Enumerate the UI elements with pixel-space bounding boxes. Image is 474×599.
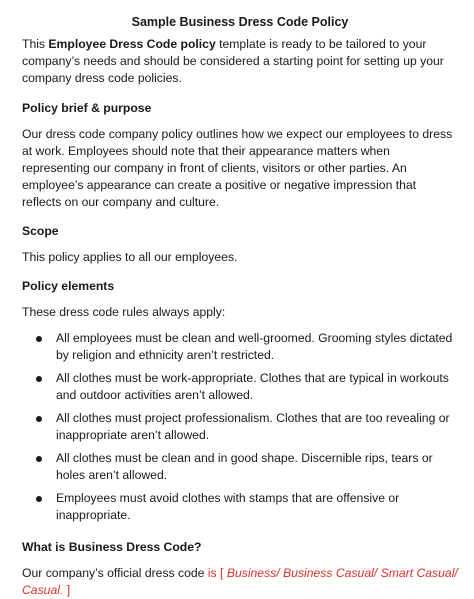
intro-prefix: This bbox=[22, 37, 49, 51]
list-item-text: All clothes must be clean and in good shape. Discernible rips, tears or holes aren’t allowed. bbox=[56, 451, 433, 482]
dress-code-options: Business/ Business Casual/ Smart Casual/ Casual. bbox=[22, 566, 458, 597]
list-item bbox=[36, 450, 458, 484]
document-page bbox=[22, 14, 458, 599]
heading-what: What is Business Dress Code? bbox=[22, 540, 202, 554]
intro-suffix: template is ready to be tailored to your company’s needs and should be considered a starting point for setting up your company dress code policies. bbox=[22, 37, 444, 85]
scope-paragraph: This policy applies to all our employees. bbox=[22, 250, 238, 264]
intro-paragraph bbox=[22, 36, 458, 87]
list-item bbox=[36, 410, 458, 444]
what-is-bracket: is [ bbox=[207, 566, 227, 580]
rules-list bbox=[22, 330, 458, 524]
what-prefix: Our company’s official dress code bbox=[22, 566, 208, 580]
document-title: Sample Business Dress Code Policy bbox=[131, 15, 349, 29]
heading-brief: Policy brief & purpose bbox=[22, 101, 152, 115]
heading-scope: Scope bbox=[22, 224, 59, 238]
brief-paragraph: Our dress code company policy outlines how we expect our employees to dress at work. Employees should note that their appearance matters when representing our company in front of clients, visitors or other parties. An employee’s appearance can create a positive or negative impression that reflects on our company and culture. bbox=[22, 127, 453, 209]
intro-bold: Employee Dress Code policy bbox=[48, 37, 216, 51]
bullet-icon bbox=[36, 376, 42, 382]
list-item-text: All clothes must be work-appropriate. Clothes that are typical in workouts and outdoor activities aren’t allowed. bbox=[56, 371, 449, 402]
what-paragraph bbox=[22, 565, 458, 599]
bullet-icon bbox=[36, 416, 42, 422]
bullet-icon bbox=[36, 456, 42, 462]
heading-elements: Policy elements bbox=[22, 279, 115, 293]
list-item bbox=[36, 330, 458, 364]
elements-lead: These dress code rules always apply: bbox=[22, 305, 226, 319]
what-close-bracket: ] bbox=[63, 583, 71, 597]
list-item bbox=[36, 370, 458, 404]
bullet-icon bbox=[36, 336, 42, 342]
list-item-text: All employees must be clean and well-groomed. Grooming styles dictated by religion and ethnicity aren’t restricted. bbox=[56, 331, 453, 362]
list-item-text: All clothes must project professionalism. Clothes that are too revealing or inappropriate aren’t allowed. bbox=[56, 411, 450, 442]
list-item-text: Employees must avoid clothes with stamps that are offensive or inappropriate. bbox=[56, 491, 400, 522]
bullet-icon bbox=[36, 496, 42, 502]
list-item bbox=[36, 490, 458, 524]
